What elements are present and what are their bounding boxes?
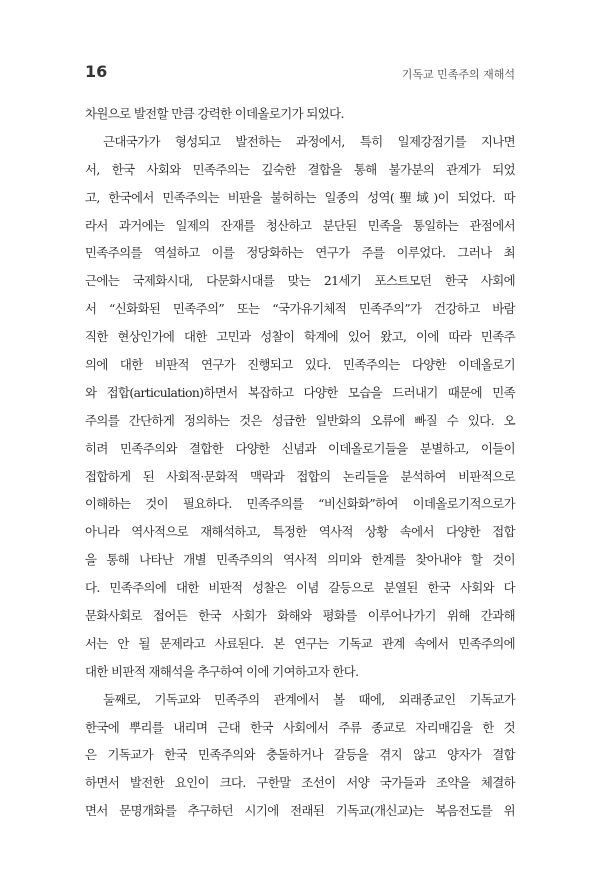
text-line: 서는 안 될 문제라고 사료된다. 본 연구는 기독교 관계 속에서 민족주의에 xyxy=(85,635,515,651)
text-line: 민족주의를 역설하고 이를 정당화하는 연구가 주를 이루었다. 그러나 최 xyxy=(85,245,515,261)
page-number: 16 xyxy=(85,62,108,81)
text-line: 면서 문명개화를 추구하던 시기에 전래된 기독교(개신교)는 복음전도를 위 xyxy=(85,803,515,819)
text-line: 서 “신화화된 민족주의” 또는 “국가유기체적 민족주의”가 건강하고 바람 xyxy=(85,301,515,317)
body-text xyxy=(85,100,515,825)
text-line: 히려 민족주의와 결합한 다양한 신념과 이데올로기들을 분별하고, 이들이 xyxy=(85,440,515,456)
text-line: 차원으로 발전할 만큼 강력한 이데올로기가 되었다. xyxy=(85,106,344,121)
paragraph-start-line: 둘째로, 기독교와 민족주의 관계에서 볼 때에, 외래종교인 기독교가 xyxy=(103,691,515,707)
text-line: 라서 과거에는 일제의 잔재를 청산하고 분단된 민족을 통일하는 관점에서 xyxy=(85,217,515,233)
text-line: 의에 대한 비판적 연구가 진행되고 있다. 민족주의는 다양한 이데올로기 xyxy=(85,357,515,373)
text-line: 와 접합(articulation)하면서 복잡하고 다양한 모습을 드러내기 때문에 민족 xyxy=(85,384,515,400)
text-line: 직한 현상인가에 대한 고민과 성찰이 학계에 있어 왔고, 이에 따라 민족주 xyxy=(85,329,515,345)
running-header: 기독교 민족주의 재해석 xyxy=(401,68,515,81)
text-line: 근에는 국제화시대, 다문화시대를 맞는 21세기 포스트모던 한국 사회에 xyxy=(85,273,515,289)
text-line: 대한 비판적 재해석을 추구하여 이에 기여하고자 한다. xyxy=(85,663,359,679)
text-line: 한국에 뿌리를 내리며 근대 한국 사회에서 주류 종교로 자리매김을 한 것 xyxy=(85,719,515,735)
text-line: 이해하는 것이 필요하다. 민족주의를 “비신화화”하여 이데올로기적으로가 xyxy=(85,496,515,512)
text-line: 주의를 간단하게 정의하는 것은 성급한 일반화의 오류에 빠질 수 있다. 오 xyxy=(85,412,515,428)
paragraph-start-line: 근대국가가 형성되고 발전하는 과정에서, 특히 일제강점기를 지나면 xyxy=(103,133,515,149)
text-line: 을 통해 나타난 개별 민족주의의 역사적 의미와 한계를 찾아내야 할 것이 xyxy=(85,552,515,568)
text-line: 하면서 발전한 요인이 크다. 구한말 조선이 서양 국가들과 조약을 체결하 xyxy=(85,775,515,791)
text-line: 접합하게 된 사회적·문화적 맥락과 접합의 논리들을 분석하여 비판적으로 xyxy=(85,468,515,484)
text-line: 은 기독교가 한국 민족주의와 충돌하거나 갈등을 겪지 않고 양자가 결합 xyxy=(85,747,515,763)
text-line: 다. 민족주의에 대한 비판적 성찰은 이념 갈등으로 분열된 한국 사회와 다 xyxy=(85,580,515,596)
text-line: 문화사회로 접어든 한국 사회가 화해와 평화를 이루어나가기 위해 간과해 xyxy=(85,608,515,624)
text-line: 서, 한국 사회와 민족주의는 깊숙한 결합을 통해 불가분의 관계가 되었 xyxy=(85,161,515,177)
text-line: 고, 한국에서 민족주의는 비판을 불허하는 일종의 성역(聖域)이 되었다. 따 xyxy=(85,189,515,205)
text-line: 아니라 역사적으로 재해석하고, 특정한 역사적 상황 속에서 다양한 접합 xyxy=(85,524,515,540)
